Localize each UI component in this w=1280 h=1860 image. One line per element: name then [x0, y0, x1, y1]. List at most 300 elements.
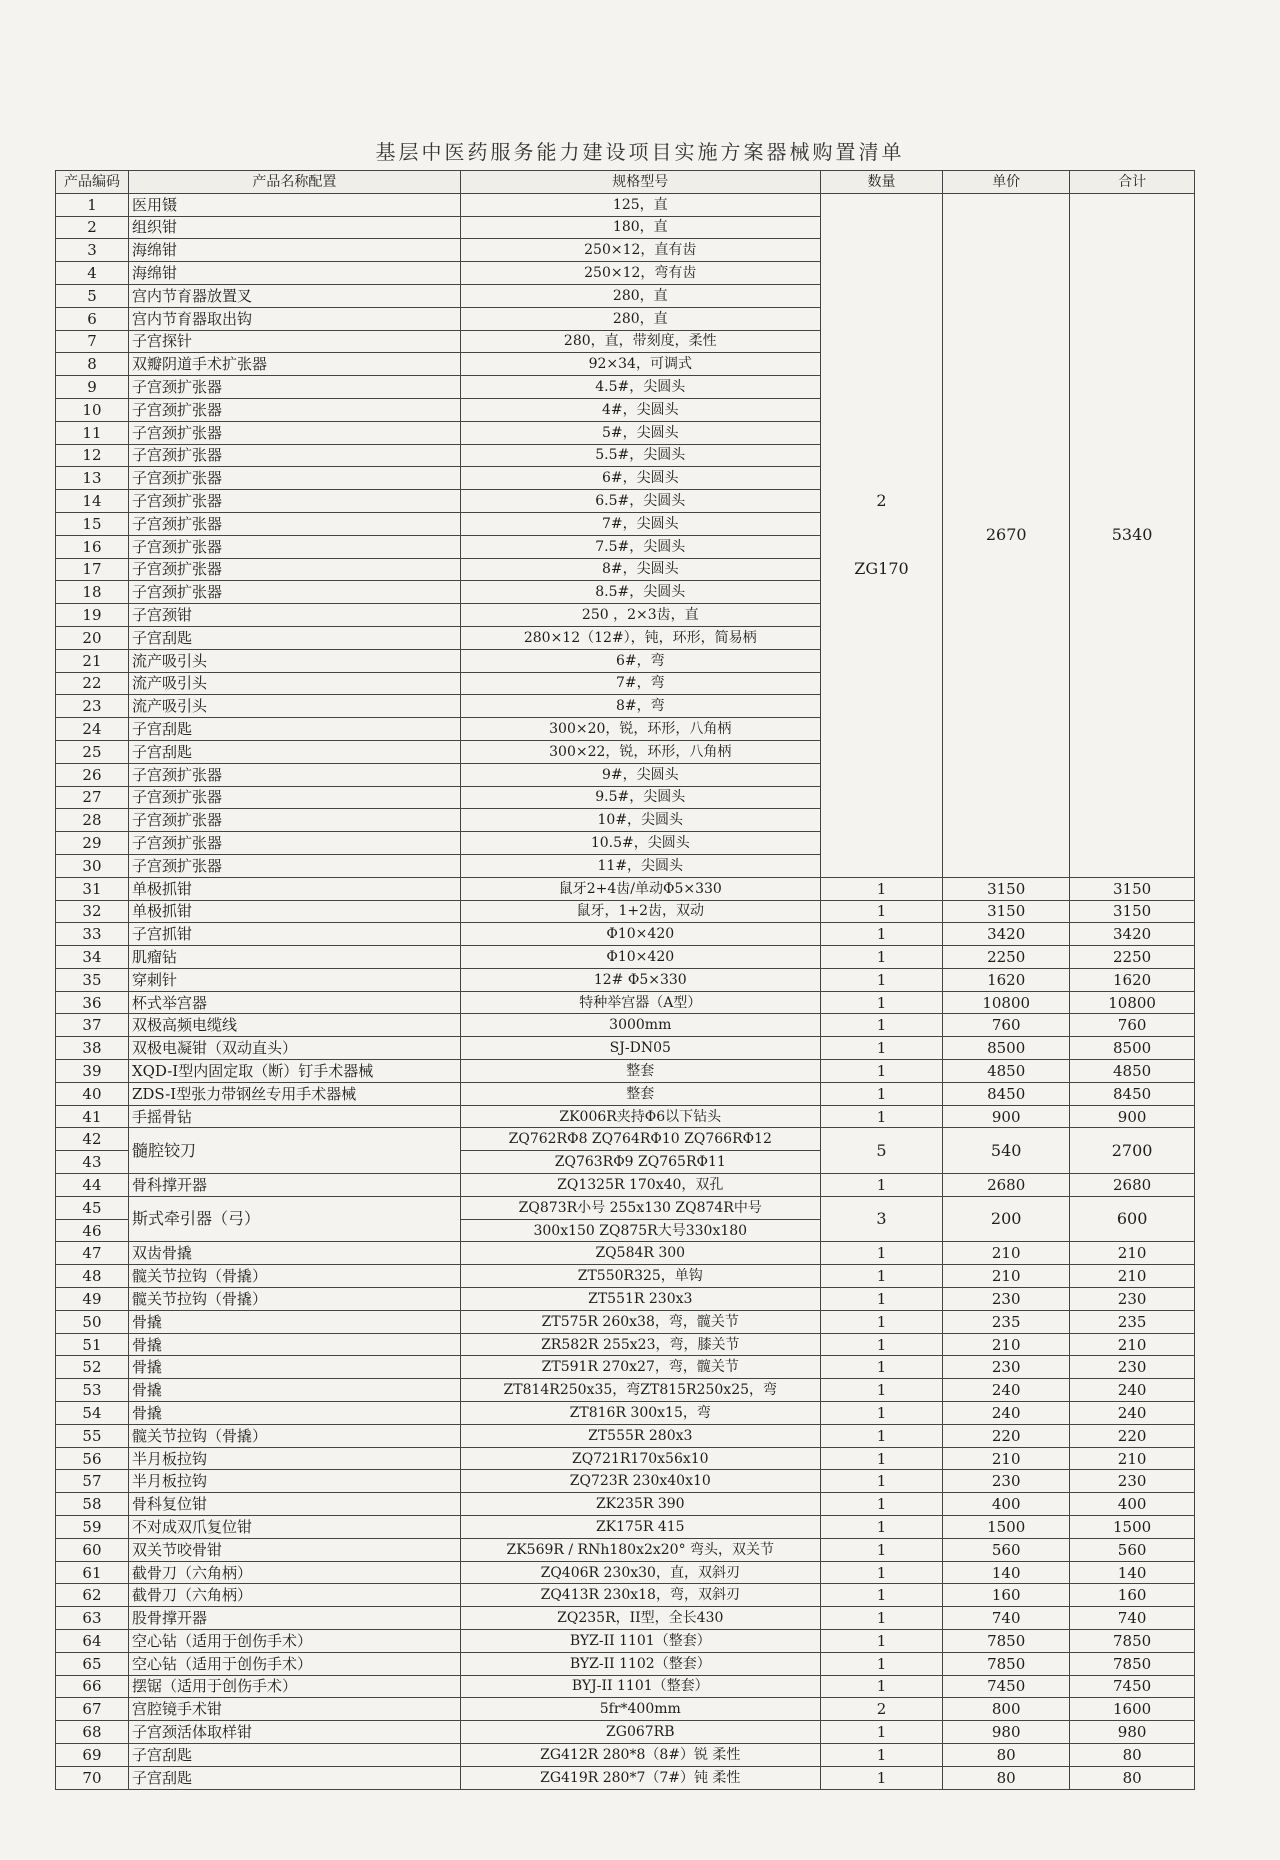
row-spec: Φ10×420 — [460, 923, 820, 946]
row-spec: 300×22，锐，环形，八角柄 — [460, 740, 820, 763]
row-name: 髓腔铰刀 — [128, 1128, 460, 1174]
row-price: 160 — [943, 1584, 1070, 1607]
row-spec: ZQ762RΦ8 ZQ764RΦ10 ZQ766RΦ12 — [460, 1128, 820, 1151]
row-name: 子宫抓钳 — [128, 923, 460, 946]
row-code: 27 — [56, 786, 129, 809]
row-spec: ZK235R 390 — [460, 1493, 820, 1516]
row-code: 62 — [56, 1584, 129, 1607]
row-code: 16 — [56, 535, 129, 558]
row-spec: 整套 — [460, 1082, 820, 1105]
row-code: 65 — [56, 1652, 129, 1675]
row-name: 海绵钳 — [128, 262, 460, 285]
row-name: 半月板拉钩 — [128, 1447, 460, 1470]
row-name: 子宫颈扩张器 — [128, 786, 460, 809]
row-name: 宫内节育器取出钩 — [128, 307, 460, 330]
table-row — [56, 1288, 1195, 1311]
row-code: 49 — [56, 1288, 129, 1311]
row-price: 3150 — [943, 900, 1070, 923]
row-name: 子宫颈扩张器 — [128, 398, 460, 421]
row-name: 子宫颈扩张器 — [128, 512, 460, 535]
row-spec: ZG419R 280*7（7#）钝 柔性 — [460, 1766, 820, 1789]
row-name: 空心钻（适用于创伤手术） — [128, 1630, 460, 1653]
row-name: 骨科复位钳 — [128, 1493, 460, 1516]
row-code: 30 — [56, 854, 129, 877]
row-code: 19 — [56, 604, 129, 627]
table-row — [56, 1447, 1195, 1470]
row-price: 210 — [943, 1447, 1070, 1470]
row-qty: 1 — [820, 1675, 942, 1698]
document-title: 基层中医药服务能力建设项目实施方案器械购置清单 — [375, 140, 905, 164]
row-total: 140 — [1070, 1561, 1195, 1584]
row-qty: 1 — [820, 1333, 942, 1356]
row-total: 560 — [1070, 1538, 1195, 1561]
row-code: 17 — [56, 558, 129, 581]
row-spec: 5.5#，尖圆头 — [460, 444, 820, 467]
row-spec: ZT575R 260x38，弯，髋关节 — [460, 1310, 820, 1333]
row-name: 子宫颈扩张器 — [128, 558, 460, 581]
table-row — [56, 991, 1195, 1014]
row-name: 子宫颈扩张器 — [128, 763, 460, 786]
row-name: 空心钻（适用于创伤手术） — [128, 1652, 460, 1675]
table-row — [56, 1196, 1195, 1219]
row-code: 40 — [56, 1082, 129, 1105]
table-header-row — [56, 171, 1195, 194]
table-row — [56, 193, 1195, 216]
row-spec: ZT591R 270x27，弯，髋关节 — [460, 1356, 820, 1379]
row-spec: 10.5#，尖圆头 — [460, 832, 820, 855]
table-row — [56, 1310, 1195, 1333]
row-spec: 180，直 — [460, 216, 820, 239]
row-name: 髋关节拉钩（骨撬） — [128, 1288, 460, 1311]
table-row — [56, 1242, 1195, 1265]
row-total: 220 — [1070, 1424, 1195, 1447]
row-qty: 5 — [820, 1128, 942, 1174]
row-price: 235 — [943, 1310, 1070, 1333]
row-name: 子宫刮匙 — [128, 1743, 460, 1766]
row-price: 540 — [943, 1128, 1070, 1174]
row-spec: ZQ721R170x56x10 — [460, 1447, 820, 1470]
row-name: 子宫颈扩张器 — [128, 376, 460, 399]
row-spec: 300×20，锐，环形，八角柄 — [460, 718, 820, 741]
row-name: 骨撬 — [128, 1402, 460, 1425]
row-price: 2250 — [943, 946, 1070, 969]
row-total: 8500 — [1070, 1037, 1195, 1060]
row-name: 双极高频电缆线 — [128, 1014, 460, 1037]
row-name: 摆锯（适用于创伤手术） — [128, 1675, 460, 1698]
row-name: 子宫颈扩张器 — [128, 467, 460, 490]
row-spec: ZK006R夹持Φ6以下钻头 — [460, 1105, 820, 1128]
row-spec: ZQ584R 300 — [460, 1242, 820, 1265]
row-name: 股骨撑开器 — [128, 1607, 460, 1630]
row-qty: 1 — [820, 1766, 942, 1789]
row-price: 740 — [943, 1607, 1070, 1630]
table-row — [56, 1379, 1195, 1402]
row-spec: 250×12，直有齿 — [460, 239, 820, 262]
row-qty: 1 — [820, 1493, 942, 1516]
row-name: 子宫颈扩张器 — [128, 854, 460, 877]
row-name: 子宫颈扩张器 — [128, 809, 460, 832]
row-spec: ZQ1325R 170x40，双孔 — [460, 1174, 820, 1197]
row-code: 43 — [56, 1151, 129, 1174]
row-qty: 1 — [820, 1174, 942, 1197]
row-name: 骨撬 — [128, 1379, 460, 1402]
row-qty: 1 — [820, 946, 942, 969]
row-code: 59 — [56, 1516, 129, 1539]
row-name: 宫腔镜手术钳 — [128, 1698, 460, 1721]
row-spec: 鼠牙2+4齿/单动Φ5×330 — [460, 877, 820, 900]
table-row — [56, 1082, 1195, 1105]
row-price: 210 — [943, 1333, 1070, 1356]
row-price: 230 — [943, 1470, 1070, 1493]
row-spec: ZQ873R小号 255x130 ZQ874R中号 — [460, 1196, 820, 1219]
row-spec: ZK175R 415 — [460, 1516, 820, 1539]
row-code: 14 — [56, 490, 129, 513]
row-total: 240 — [1070, 1379, 1195, 1402]
table-row — [56, 1060, 1195, 1083]
table-row — [56, 1721, 1195, 1744]
header-spec: 规格型号 — [460, 171, 820, 194]
row-total: 600 — [1070, 1196, 1195, 1242]
row-name: 子宫颈扩张器 — [128, 581, 460, 604]
row-total: 1500 — [1070, 1516, 1195, 1539]
table-row — [56, 1128, 1195, 1151]
row-total: 3420 — [1070, 923, 1195, 946]
row-qty: 1 — [820, 1424, 942, 1447]
header-code: 产品编码 — [56, 171, 129, 194]
group-qty: 2 — [876, 491, 887, 511]
row-spec: ZG412R 280*8（8#）锐 柔性 — [460, 1743, 820, 1766]
row-total: 160 — [1070, 1584, 1195, 1607]
row-qty: 1 — [820, 1447, 942, 1470]
row-name: 截骨刀（六角柄） — [128, 1584, 460, 1607]
row-name: 肌瘤钻 — [128, 946, 460, 969]
row-spec: ZG067RB — [460, 1721, 820, 1744]
row-qty: 1 — [820, 1288, 942, 1311]
row-total: 980 — [1070, 1721, 1195, 1744]
row-name: 组织钳 — [128, 216, 460, 239]
row-total: 4850 — [1070, 1060, 1195, 1083]
row-name: 双关节咬骨钳 — [128, 1538, 460, 1561]
table-row — [56, 923, 1195, 946]
row-spec: 5#，尖圆头 — [460, 421, 820, 444]
row-name: 流产吸引头 — [128, 695, 460, 718]
row-name: 手摇骨钻 — [128, 1105, 460, 1128]
row-code: 6 — [56, 307, 129, 330]
row-name: 子宫刮匙 — [128, 740, 460, 763]
row-spec: ZK569R / RNh180x2x20° 弯头，双关节 — [460, 1538, 820, 1561]
row-spec: ZT555R 280x3 — [460, 1424, 820, 1447]
row-code: 26 — [56, 763, 129, 786]
row-qty: 1 — [820, 1105, 942, 1128]
row-code: 35 — [56, 968, 129, 991]
row-name: 医用镊 — [128, 193, 460, 216]
row-name: 穿刺针 — [128, 968, 460, 991]
row-spec: 7.5#，尖圆头 — [460, 535, 820, 558]
row-name: 单极抓钳 — [128, 877, 460, 900]
row-spec: Φ10×420 — [460, 946, 820, 969]
row-spec: 9#，尖圆头 — [460, 763, 820, 786]
row-price: 7850 — [943, 1652, 1070, 1675]
row-price: 220 — [943, 1424, 1070, 1447]
row-qty: 1 — [820, 968, 942, 991]
row-spec: 4.5#，尖圆头 — [460, 376, 820, 399]
row-name: 子宫刮匙 — [128, 718, 460, 741]
row-qty: 2 — [820, 1698, 942, 1721]
row-spec: ZT551R 230x3 — [460, 1288, 820, 1311]
row-code: 22 — [56, 672, 129, 695]
row-qty: 1 — [820, 1310, 942, 1333]
row-code: 47 — [56, 1242, 129, 1265]
row-total: 3150 — [1070, 877, 1195, 900]
group-qty-cell — [820, 193, 942, 877]
row-qty: 1 — [820, 1242, 942, 1265]
row-total: 210 — [1070, 1242, 1195, 1265]
row-code: 37 — [56, 1014, 129, 1037]
row-code: 39 — [56, 1060, 129, 1083]
row-code: 21 — [56, 649, 129, 672]
row-qty: 3 — [820, 1196, 942, 1242]
row-total: 1620 — [1070, 968, 1195, 991]
row-name: 半月板拉钩 — [128, 1470, 460, 1493]
row-total: 2250 — [1070, 946, 1195, 969]
row-spec: 9.5#，尖圆头 — [460, 786, 820, 809]
row-qty: 1 — [820, 1721, 942, 1744]
row-spec: 12# Φ5×330 — [460, 968, 820, 991]
row-spec: SJ-DN05 — [460, 1037, 820, 1060]
row-total: 240 — [1070, 1402, 1195, 1425]
row-name: 子宫颈钳 — [128, 604, 460, 627]
row-spec: 4#，尖圆头 — [460, 398, 820, 421]
row-name: 子宫颈扩张器 — [128, 832, 460, 855]
row-code: 64 — [56, 1630, 129, 1653]
row-name: XQD-I型内固定取（断）钉手术器械 — [128, 1060, 460, 1083]
row-price: 230 — [943, 1288, 1070, 1311]
row-code: 36 — [56, 991, 129, 1014]
row-code: 2 — [56, 216, 129, 239]
table-row — [56, 1105, 1195, 1128]
row-qty: 1 — [820, 1356, 942, 1379]
row-name: 单极抓钳 — [128, 900, 460, 923]
row-price: 560 — [943, 1538, 1070, 1561]
row-code: 32 — [56, 900, 129, 923]
row-spec: 5fr*400mm — [460, 1698, 820, 1721]
row-spec: BYZ-II 1102（整套） — [460, 1652, 820, 1675]
row-spec: 3000mm — [460, 1014, 820, 1037]
row-qty: 1 — [820, 1630, 942, 1653]
row-code: 57 — [56, 1470, 129, 1493]
row-code: 12 — [56, 444, 129, 467]
row-price: 200 — [943, 1196, 1070, 1242]
row-spec: BYZ-II 1101（整套） — [460, 1630, 820, 1653]
row-code: 60 — [56, 1538, 129, 1561]
table-row — [56, 1561, 1195, 1584]
group-total: 5340 — [1070, 193, 1195, 877]
row-code: 18 — [56, 581, 129, 604]
row-code: 10 — [56, 398, 129, 421]
group-model: ZG170 — [854, 559, 909, 579]
row-code: 41 — [56, 1105, 129, 1128]
row-total: 210 — [1070, 1265, 1195, 1288]
row-total: 235 — [1070, 1310, 1195, 1333]
table-row — [56, 877, 1195, 900]
row-total: 210 — [1070, 1333, 1195, 1356]
row-spec: 300x150 ZQ875R大号330x180 — [460, 1219, 820, 1242]
row-total: 400 — [1070, 1493, 1195, 1516]
row-price: 4850 — [943, 1060, 1070, 1083]
row-code: 52 — [56, 1356, 129, 1379]
row-name: 双齿骨撬 — [128, 1242, 460, 1265]
row-code: 56 — [56, 1447, 129, 1470]
row-qty: 1 — [820, 1082, 942, 1105]
row-name: 宫内节育器放置叉 — [128, 284, 460, 307]
row-total: 760 — [1070, 1014, 1195, 1037]
row-code: 20 — [56, 626, 129, 649]
row-spec: 8#，尖圆头 — [460, 558, 820, 581]
row-spec: 6.5#，尖圆头 — [460, 490, 820, 513]
row-spec: 280，直 — [460, 307, 820, 330]
table-row — [56, 1356, 1195, 1379]
row-spec: 6#，尖圆头 — [460, 467, 820, 490]
row-spec: ZQ235R，II型，全长430 — [460, 1607, 820, 1630]
row-price: 8450 — [943, 1082, 1070, 1105]
row-price: 400 — [943, 1493, 1070, 1516]
row-total: 7850 — [1070, 1652, 1195, 1675]
row-code: 70 — [56, 1766, 129, 1789]
table-row — [56, 1174, 1195, 1197]
row-spec: ZT814R250x35，弯ZT815R250x25，弯 — [460, 1379, 820, 1402]
row-code: 25 — [56, 740, 129, 763]
row-name: 海绵钳 — [128, 239, 460, 262]
row-name: ZDS-I型张力带钢丝专用手术器械 — [128, 1082, 460, 1105]
row-code: 42 — [56, 1128, 129, 1151]
row-qty: 1 — [820, 1538, 942, 1561]
row-spec: ZR582R 255x23，弯，膝关节 — [460, 1333, 820, 1356]
row-spec: 8#，弯 — [460, 695, 820, 718]
row-code: 68 — [56, 1721, 129, 1744]
row-code: 29 — [56, 832, 129, 855]
row-spec: 92×34，可调式 — [460, 353, 820, 376]
row-code: 3 — [56, 239, 129, 262]
row-code: 48 — [56, 1265, 129, 1288]
table-row — [56, 1402, 1195, 1425]
row-code: 58 — [56, 1493, 129, 1516]
table-row — [56, 1014, 1195, 1037]
row-spec: 8.5#，尖圆头 — [460, 581, 820, 604]
row-spec: 125，直 — [460, 193, 820, 216]
row-price: 3150 — [943, 877, 1070, 900]
table-row — [56, 1630, 1195, 1653]
row-total: 2680 — [1070, 1174, 1195, 1197]
row-qty: 1 — [820, 1516, 942, 1539]
row-name: 杯式举宫器 — [128, 991, 460, 1014]
row-total: 230 — [1070, 1470, 1195, 1493]
table-row — [56, 1424, 1195, 1447]
table-row — [56, 1538, 1195, 1561]
row-qty: 1 — [820, 1014, 942, 1037]
row-code: 23 — [56, 695, 129, 718]
row-price: 1500 — [943, 1516, 1070, 1539]
row-code: 34 — [56, 946, 129, 969]
row-spec: ZQ763RΦ9 ZQ765RΦ11 — [460, 1151, 820, 1174]
row-spec: 7#，弯 — [460, 672, 820, 695]
row-spec: 280，直 — [460, 284, 820, 307]
group-price: 2670 — [943, 193, 1070, 877]
row-code: 45 — [56, 1196, 129, 1219]
row-code: 61 — [56, 1561, 129, 1584]
row-code: 63 — [56, 1607, 129, 1630]
row-spec: 250 ，2×3齿，直 — [460, 604, 820, 627]
row-code: 33 — [56, 923, 129, 946]
row-spec: ZQ723R 230x40x10 — [460, 1470, 820, 1493]
row-code: 38 — [56, 1037, 129, 1060]
row-qty: 1 — [820, 1402, 942, 1425]
row-name: 髋关节拉钩（骨撬） — [128, 1424, 460, 1447]
header-price: 单价 — [943, 171, 1070, 194]
row-spec: 10#，尖圆头 — [460, 809, 820, 832]
row-total: 80 — [1070, 1766, 1195, 1789]
table-body — [56, 193, 1195, 1789]
table-row — [56, 968, 1195, 991]
header-total: 合计 — [1070, 171, 1195, 194]
row-qty: 1 — [820, 1379, 942, 1402]
row-qty: 1 — [820, 1584, 942, 1607]
row-name: 子宫颈扩张器 — [128, 535, 460, 558]
row-name: 骨撬 — [128, 1310, 460, 1333]
table-row — [56, 1493, 1195, 1516]
row-spec: 250×12，弯有齿 — [460, 262, 820, 285]
row-total: 7850 — [1070, 1630, 1195, 1653]
row-name: 髋关节拉钩（骨撬） — [128, 1265, 460, 1288]
row-spec: 整套 — [460, 1060, 820, 1083]
row-price: 800 — [943, 1698, 1070, 1721]
row-total: 7450 — [1070, 1675, 1195, 1698]
row-code: 54 — [56, 1402, 129, 1425]
row-price: 7450 — [943, 1675, 1070, 1698]
row-code: 11 — [56, 421, 129, 444]
row-qty: 1 — [820, 900, 942, 923]
row-code: 1 — [56, 193, 129, 216]
row-name: 子宫颈活体取样钳 — [128, 1721, 460, 1744]
row-code: 15 — [56, 512, 129, 535]
table-row — [56, 1470, 1195, 1493]
row-name: 斯式牵引器（弓） — [128, 1196, 460, 1242]
row-name: 子宫刮匙 — [128, 1766, 460, 1789]
row-total: 8450 — [1070, 1082, 1195, 1105]
row-code: 46 — [56, 1219, 129, 1242]
row-qty: 1 — [820, 1037, 942, 1060]
row-total: 900 — [1070, 1105, 1195, 1128]
header-name: 产品名称配置 — [128, 171, 460, 194]
row-name: 骨撬 — [128, 1356, 460, 1379]
table-row — [56, 1698, 1195, 1721]
row-price: 10800 — [943, 991, 1070, 1014]
row-total: 10800 — [1070, 991, 1195, 1014]
row-code: 9 — [56, 376, 129, 399]
row-code: 13 — [56, 467, 129, 490]
table-row — [56, 1766, 1195, 1789]
row-total: 230 — [1070, 1288, 1195, 1311]
row-code: 50 — [56, 1310, 129, 1333]
table-row — [56, 1607, 1195, 1630]
row-spec: 鼠牙，1+2齿，双动 — [460, 900, 820, 923]
row-price: 210 — [943, 1242, 1070, 1265]
row-spec: 6#，弯 — [460, 649, 820, 672]
row-name: 流产吸引头 — [128, 649, 460, 672]
row-spec: BYJ-II 1101（整套） — [460, 1675, 820, 1698]
row-price: 80 — [943, 1766, 1070, 1789]
row-qty: 1 — [820, 1265, 942, 1288]
table-row — [56, 1743, 1195, 1766]
